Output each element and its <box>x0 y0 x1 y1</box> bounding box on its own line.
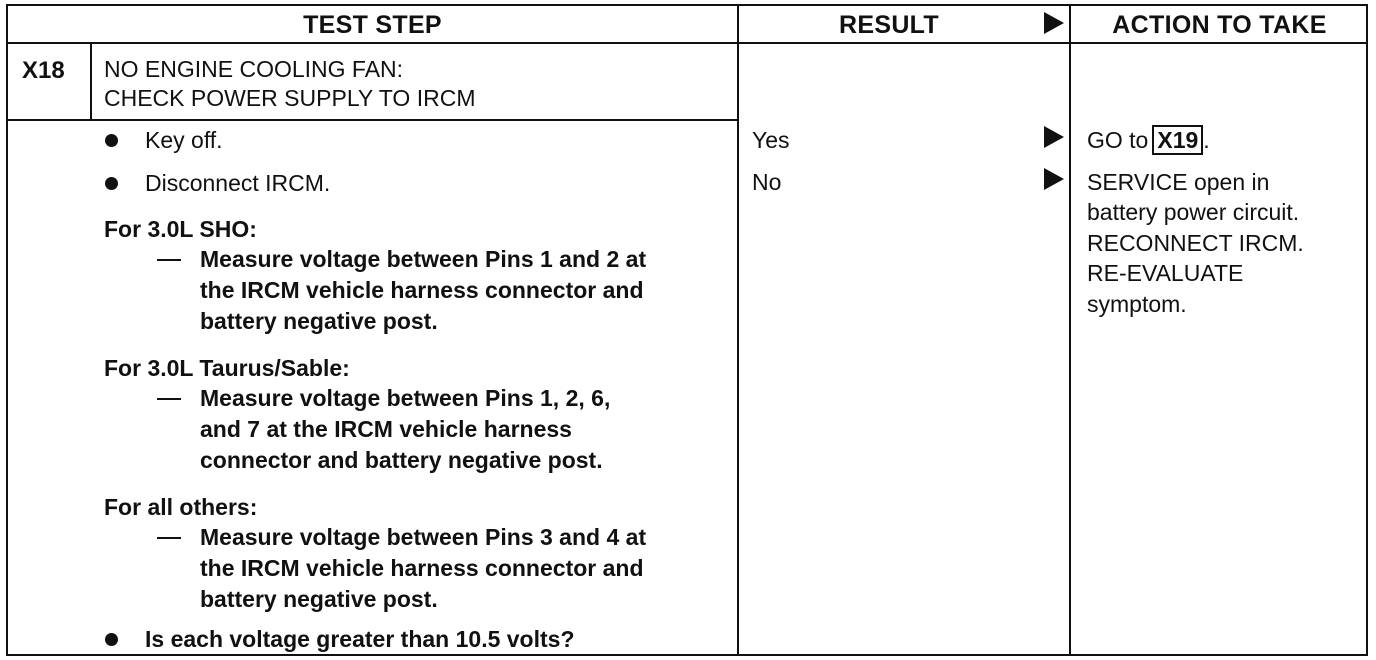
step-reference-x19[interactable]: X19 <box>1152 125 1203 155</box>
taurus-line1: Measure voltage between Pins 1, 2, 6, <box>200 385 611 411</box>
result-yes: Yes <box>752 127 790 153</box>
action-no-line5: symptom. <box>1087 291 1187 317</box>
result-no: No <box>752 169 782 195</box>
step-title-line1: NO ENGINE COOLING FAN: <box>104 56 404 82</box>
bullet-icon <box>105 177 118 190</box>
others-line2: the IRCM vehicle harness connector and <box>200 555 644 581</box>
action-yes <box>1087 125 1210 155</box>
sho-line3: battery negative post. <box>200 308 438 334</box>
header-result: RESULT <box>839 10 939 39</box>
action-no-line3: RECONNECT IRCM. <box>1087 230 1304 256</box>
heading-others: For all others: <box>104 494 258 520</box>
sho-line1: Measure voltage between Pins 1 and 2 at <box>200 246 647 272</box>
action-no-line4: RE-EVALUATE <box>1087 260 1244 286</box>
action-yes-prefix: GO to <box>1087 127 1149 153</box>
others-line1: Measure voltage between Pins 3 and 4 at <box>200 524 647 550</box>
header-divider <box>6 42 1368 44</box>
header-arrow-icon <box>1044 12 1064 34</box>
arrow-yes-icon <box>1044 126 1064 148</box>
column-divider-action <box>1069 4 1071 656</box>
heading-sho: For 3.0L SHO: <box>104 216 257 242</box>
step-id-divider <box>90 44 92 120</box>
step-id: X18 <box>22 57 65 84</box>
instruction-disconnect: Disconnect IRCM. <box>145 170 331 196</box>
taurus-line2: and 7 at the IRCM vehicle harness <box>200 416 572 442</box>
header-test-step: TEST STEP <box>303 10 442 39</box>
question: Is each voltage greater than 10.5 volts? <box>145 626 575 652</box>
bullet-icon <box>105 134 118 147</box>
step-title-line2: CHECK POWER SUPPLY TO IRCM <box>104 85 476 111</box>
instruction-key-off: Key off. <box>145 127 223 153</box>
arrow-no-icon <box>1044 168 1064 190</box>
action-no-line2: battery power circuit. <box>1087 199 1300 225</box>
action-yes-suffix: . <box>1203 127 1210 153</box>
heading-taurus: For 3.0L Taurus/Sable: <box>104 355 350 381</box>
dash-icon <box>157 537 181 539</box>
dash-icon <box>157 259 181 261</box>
header-action: ACTION TO TAKE <box>1112 10 1327 39</box>
bullet-icon <box>105 633 118 646</box>
taurus-line3: connector and battery negative post. <box>200 447 603 473</box>
others-line3: battery negative post. <box>200 586 438 612</box>
dash-icon <box>157 398 181 400</box>
action-no-line1: SERVICE open in <box>1087 169 1270 195</box>
column-divider-result <box>737 4 739 656</box>
sho-line2: the IRCM vehicle harness connector and <box>200 277 644 303</box>
step-title-divider <box>6 119 739 121</box>
